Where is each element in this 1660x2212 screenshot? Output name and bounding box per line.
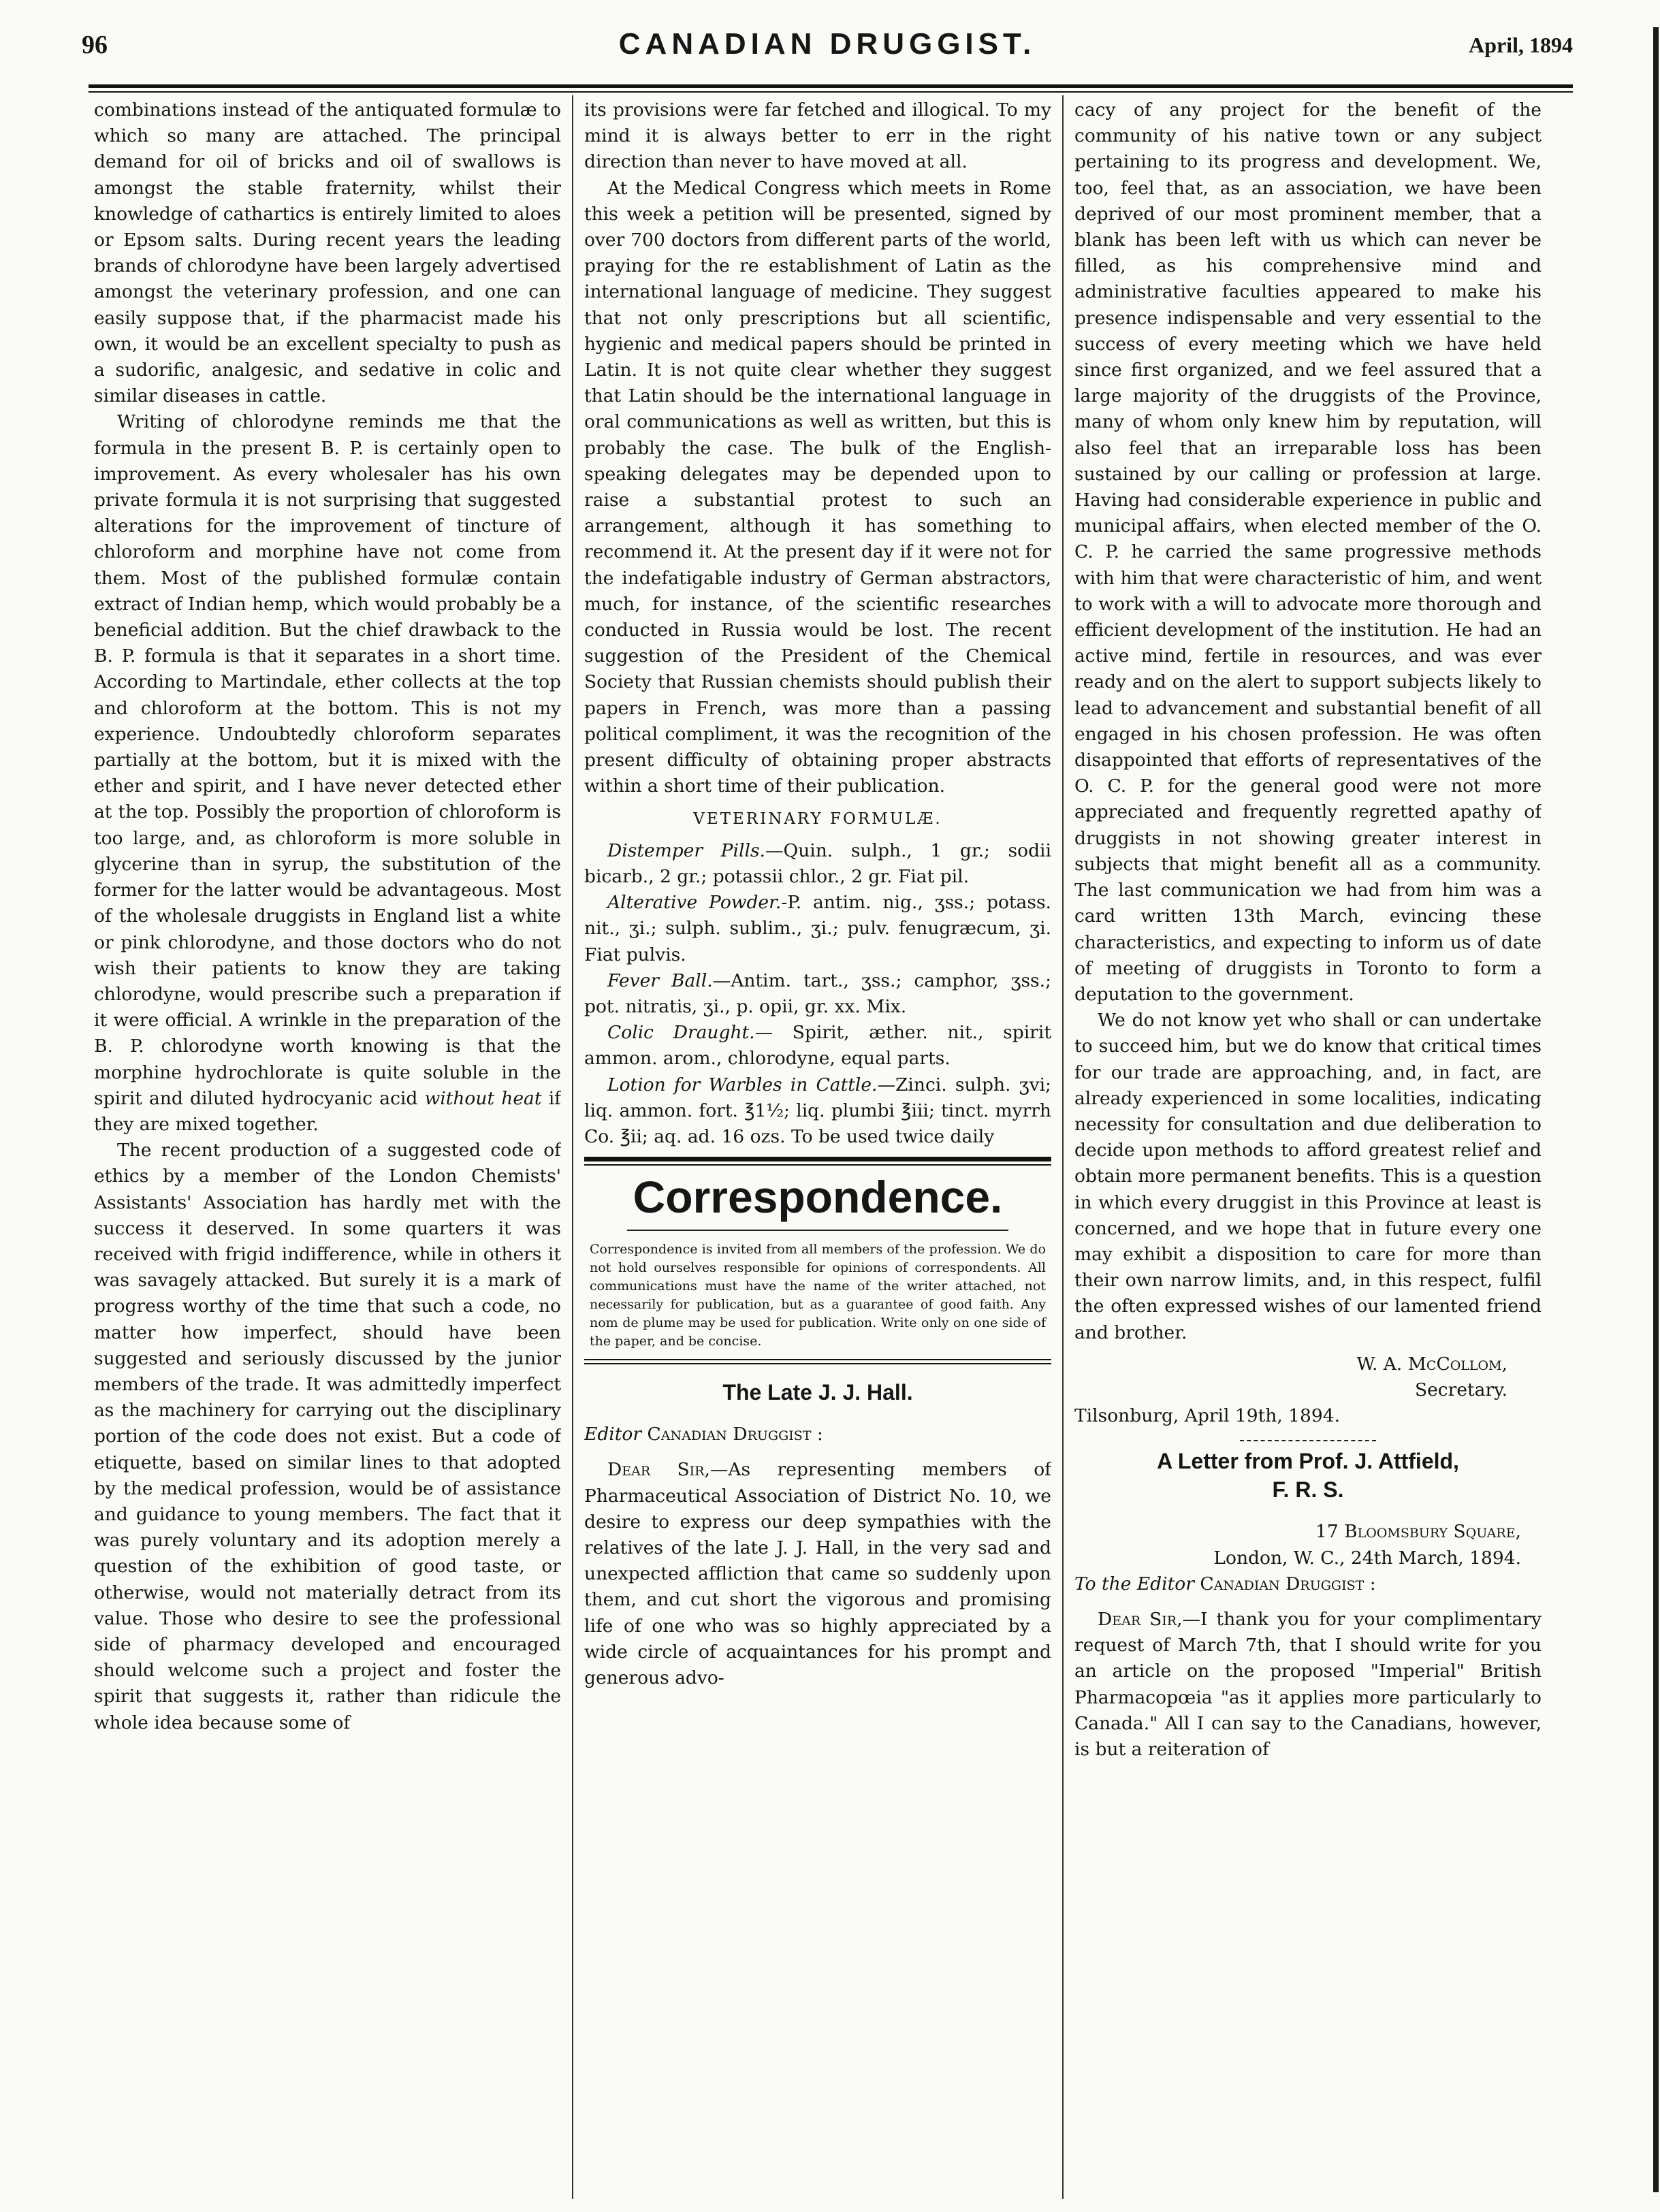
issue-date: April, 1894 — [1469, 33, 1573, 57]
letter-paragraph — [1074, 1607, 1542, 1763]
formula-text: — Spirit, æther. nit., spirit ammon. arom., chlorodyne, equal parts. — [584, 1022, 1051, 1070]
section-rule-thin — [584, 1164, 1051, 1166]
address-line: London, W. C., 24th March, 1894. — [1213, 1547, 1521, 1569]
article-separator — [1240, 1440, 1376, 1441]
page-edge-shadow — [1653, 27, 1659, 2192]
header-rule-thin — [89, 91, 1573, 93]
section-title: Correspondence. — [633, 1172, 1003, 1223]
formula — [584, 890, 1051, 968]
paragraph: combinations instead of the antiquated formulæ to which so many are attached. The principal demand for oil of bricks and oil of swallows is amongst the stable fraternity, whilst their knowledge of cathartics is entirely limited to aloes or Epsom salts. During recent years the leading brands of chlorodyne have been largely advertised amongst the veterinary profession, and one can easily suppose that, if the pharmacist made his own, it would be an excellent specialty to push as a sudorific, analgesic, and sedative in colic and similar diseases in cattle. — [94, 99, 561, 407]
emphasis: without heat — [424, 1087, 542, 1109]
formula-text: —Zinci. sulph. ʒvi; liq. ammon. fort. ℥1½; liq. plumbi ℥iii; tinct. myrrh Co. ℥ii; aq. ad. 16 ozs. To be used twice daily — [584, 1074, 1051, 1147]
paragraph — [94, 409, 561, 1138]
journal-title: CANADIAN DRUGGIST. — [618, 27, 1036, 61]
address-line: 17 Bloomsbury Square, — [1315, 1521, 1521, 1543]
signature-title: Secretary. — [1414, 1379, 1507, 1400]
correspondence-notice: Correspondence is invited from all members of the profession. We do not hold ourselves responsible for opinions of correspondents. All communications must have the name of the writer attached, not necessarily for publication, but as a guarantee of good faith. Any nom de plume may be used for publication. Write only on one side of the paper, and be concise. — [590, 1242, 1046, 1349]
formula-name: Colic Draught. — [607, 1022, 755, 1044]
formula — [584, 1020, 1051, 1072]
paragraph-text: Writing of chlorodyne reminds me that the formula in the present B. P. is certainly open to improvement. As every wholesaler has his own private formula it is not surprising that suggested alterations for the improvement of tincture of chloroform and morphine have not come from them. Most of the published formulæ contain extract of Indian hemp, which would probably be a beneficial addition. But the chief drawback to the B. P. formula is that it separates in a short time. According to Martindale, ether collects at the top and chloroform at the bottom. This is not my experience. Undoubtedly chloroform separates partially at the bottom, but it is mixed with the ether and spirit, and I have never detected ether at the top. Possibly the proportion of chloroform is too large, and, as chloroform is more soluble in glycerine than in syrup, the substitution of the former for the latter would be advantageous. Most of the wholesale druggists in England list a white or pink chlorodyne, and those doctors who do not wish their patients to know they are taking chlorodyne, would prescribe such a preparation if it were official. A wrinkle in the preparation of the B. P. chlorodyne worth knowing is that the morphine hydrochlorate is quite soluble in the spirit and diluted hydrocyanic acid — [94, 411, 561, 1109]
salutation-prefix: Editor — [584, 1424, 642, 1445]
header-rule — [89, 84, 1573, 88]
salutation — [584, 1422, 1051, 1447]
formula-name: Lotion for Warbles in Cattle. — [607, 1074, 878, 1095]
salutation-name: Canadian Druggist : — [1200, 1573, 1376, 1594]
letter-open: Dear Sir, — [607, 1459, 710, 1481]
article-title-line: F. R. S. — [1272, 1477, 1344, 1503]
letter-open: Dear Sir, — [1098, 1608, 1183, 1630]
formula — [584, 838, 1051, 890]
article-title: The Late J. J. Hall. — [722, 1380, 913, 1405]
title-rule — [627, 1230, 1008, 1231]
paragraph: At the Medical Congress which meets in Rome this week a petition will be presented, signed by over 700 doctors from different parts of the world, praying for the re establishment of Latin as the international language of medicine. They suggest that not only prescriptions but all scientific, hygienic and medical papers should be printed in Latin. It is not quite clear whether they suggest that Latin should be the international language in oral communications as well as written, but this is probably the case. The bulk of the English-speaking delegates may be depended upon to raise a substantial protest to such an arrangement, although it has something to recommend it. At the present day if it were not for the indefatigable industry of German abstractors, much, for instance, of the scientific researches conducted in Russia would be lost. The recent suggestion of the President of the Chemical Society that Russian chemists should publish their papers in French, was more than a passing political compliment, it was the recognition of the present difficulty of obtaining proper abstracts within a short time of their publication. — [584, 177, 1051, 797]
paragraph: cacy of any project for the benefit of the community of his native town or any subject pertaining to its progress and development. We, too, feel that, as an association, we have been deprived of our most prominent member, that a blank has been left with us which can never be filled, as his comprehensive mind and administrative faculties appeared to make his presence indispensable and very essential to the success of every meeting which we have held since first organized, and we feel assured that a large majority of the druggists of the Province, many of whom only knew him by reputation, will also feel that an irreparable loss has been sustained by our calling or profession at large. Having had considerable experience in public and municipal affairs, when elected member of the O. C. P. he carried the same progressive methods with him that were characteristic of him, and went to work with a will to advocate more thorough and efficient development of the institution. He had an active mind, fertile in resources, and was ever ready and on the alert to support subjects likely to lead to advancement and substantial benefit of all engaged in his chosen profession. He was often disappointed that efforts of representatives of the O. C. P. for the general good were not more appreciated and frequently regretted apathy of druggists in not showing greater interest in subjects that might benefit all as a community. The last communication we had from him was a card written 13th March, evincing these characteristics, and expecting to inform us of date of meeting of druggists in Toronto to form a deputation to the government. — [1074, 99, 1542, 1005]
column-2 — [584, 97, 1051, 2194]
dateline: Tilsonburg, April 19th, 1894. — [1074, 1405, 1341, 1427]
salutation-prefix: To the Editor — [1074, 1573, 1194, 1594]
formula — [584, 968, 1051, 1020]
column-divider — [572, 95, 573, 2199]
letter-text: —As representing members of Pharmaceutical Association of District No. 10, we desire to express our deep sympathies with the relatives of the late J. J. Hall, in the very sad and unexpected affliction that came so suddenly upon them, and cut short the vigorous and promising life of one who was so highly appreciated by a wide circle of acquaintances for his prompt and generous advo- — [584, 1459, 1051, 1688]
column-divider — [1062, 95, 1064, 2199]
formula-text: —Quin. sulph., 1 gr.; sodii bicarb., 2 gr.; potassii chlor., 2 gr. Fiat pil. — [584, 839, 1051, 887]
formula-name: Alterative Powder. — [607, 892, 782, 914]
column-1 — [94, 97, 561, 2194]
salutation — [1074, 1571, 1542, 1597]
paragraph: The recent production of a suggested code of ethics by a member of the London Chemists' Assistants' Association has hardly met with the success it deserved. In some quarters it was received with frigid indifference, while in others it was savagely attacked. But surely it is a mark of progress worthy of the time that such a code, no matter how imperfect, should have been suggested and seriously discussed by the junior members of the trade. It was admittedly imperfect as the machinery for carrying out the disciplinary portion of the code does not exist. But a code of etiquette, based on similar lines to that adopted by the medical profession, would be of assistance and guidance to young members. The fact that it was purely voluntary and its adoption merely a question of the exhibition of good taste, or otherwise, would not materially detract from its value. Those who desire to see the professional side of pharmacy developed and encouraged should welcome such a project and foster the spirit that suggests it, rather than ridicule the whole idea because some of — [94, 1140, 561, 1733]
column-3 — [1074, 97, 1542, 2194]
signature — [1074, 1351, 1542, 1377]
paragraph: We do not know yet who shall or can undertake to succeed him, but we do know that critical times for our trade are approaching, and, in fact, are already experienced in some localities, indicating necessity for consultation and due deliberation to decide upon methods to afford greatest relief and obtain more permanent benefits. This is a question in which every druggist in this Province at least is concerned, and we hope that in future every one may exhibit a disposition to care for more than their own narrow limits, and, in this respect, fulfil the often expressed wishes of our lamented friend and brother. — [1074, 1010, 1542, 1343]
section-rule — [584, 1157, 1051, 1161]
article-title-line: A Letter from Prof. J. Attfield, — [1157, 1449, 1459, 1474]
formula-name: Fever Ball. — [607, 969, 713, 991]
page-header — [82, 25, 1573, 72]
paragraph-text: if they are mixed together. — [94, 1087, 561, 1135]
letter-paragraph — [584, 1457, 1051, 1691]
formula — [584, 1072, 1051, 1151]
formula-text: -P. antim. nig., ʒss.; potass. nit., ʒi.; sulph. sublim., ʒi.; pulv. fenugræcum, ʒi. Fiat pulvis. — [584, 892, 1051, 965]
double-rule — [584, 1359, 1051, 1364]
page-number: 96 — [82, 31, 108, 59]
salutation-name: Canadian Druggist : — [647, 1424, 823, 1445]
letter-text: —I thank you for your complimentary request of March 7th, that I should write for you an article on the proposed "Imperial" British Pharmacopœia "as it applies more particularly to Canada." All I can say to the Canadians, however, is but a reiteration of — [1074, 1608, 1542, 1760]
formula-name: Distemper Pills. — [607, 839, 765, 861]
signature-name: W. A. McCollom, — [1356, 1353, 1507, 1375]
formula-text: —Antim. tart., ʒss.; camphor, ʒss.; pot. nitratis, ʒi., p. opii, gr. xx. Mix. — [584, 969, 1051, 1017]
formulae-heading: VETERINARY FORMULÆ. — [693, 810, 942, 829]
article-title — [1074, 1447, 1542, 1504]
paragraph: its provisions were far fetched and illogical. To my mind it is always better to err in the right direction than never to have moved at all. — [584, 99, 1051, 173]
